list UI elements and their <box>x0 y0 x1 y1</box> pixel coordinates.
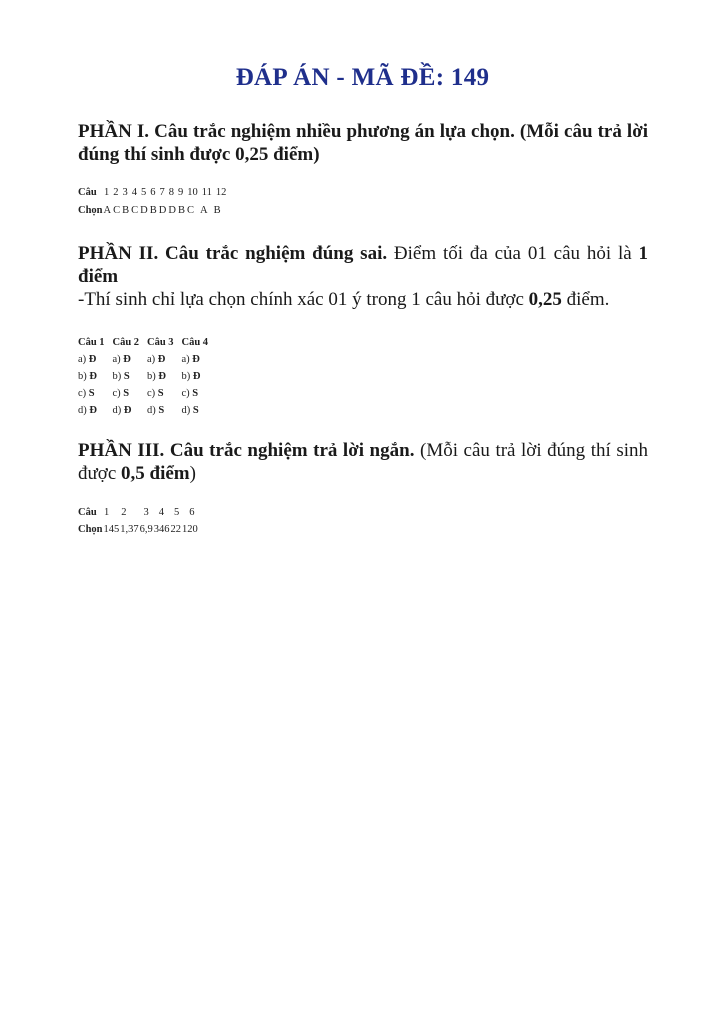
part2-answer-row <box>78 351 216 368</box>
part1-answer: B <box>213 205 221 216</box>
part2-answer-cell <box>113 385 148 402</box>
part2-answer-cell <box>147 402 182 419</box>
part3-question-number: 3 <box>143 507 149 518</box>
part2-heading-bold-end: 1 điểm <box>78 243 648 287</box>
part1-question-label: Câu <box>78 187 97 198</box>
part1-question-number: 6 <box>150 187 156 198</box>
part1-question-number: 12 <box>215 187 227 198</box>
part1-heading-text: PHẦN I. Câu trắc nghiệm nhiều phương án lựa chọn. (Mỗi câu trả lời đúng thí sinh được 0,25 điểm) <box>78 121 648 165</box>
part2-statement-letter: b) <box>112 371 124 382</box>
part2-verdict: Đ <box>192 354 200 365</box>
part2-statement-letter: d) <box>181 405 193 416</box>
part3-question-number: 2 <box>121 507 127 518</box>
part2-answer-row <box>78 368 216 385</box>
part2-heading-bold: PHẦN II. Câu trắc nghiệm đúng sai. <box>78 243 388 264</box>
part1-question-row <box>78 186 226 199</box>
part1-question-number: 3 <box>122 187 128 198</box>
part1-answer: B <box>177 205 185 216</box>
part2-instruction-text: -Thí sinh chỉ lựa chọn chính xác 01 ý trong 1 câu hỏi được <box>78 289 529 310</box>
part1-question-numbers <box>100 187 226 198</box>
part2-instruction-score: 0,25 <box>528 289 562 310</box>
part2-verdict: S <box>157 388 164 399</box>
part1-answer: D <box>168 205 176 216</box>
part1-answer: D <box>140 205 148 216</box>
part2-verdict: Đ <box>158 371 166 382</box>
part2-header-row <box>78 334 216 351</box>
part1-answer: C <box>186 205 194 216</box>
part1-answer: A <box>103 205 112 216</box>
part2-verdict: Đ <box>88 354 97 365</box>
part3-answer: 6,9 <box>139 524 153 535</box>
page-title: ĐÁP ÁN - MÃ ĐỀ: 149 <box>235 64 490 91</box>
part2-verdict: Đ <box>89 371 97 382</box>
part2-statement-letter: a) <box>78 354 89 365</box>
part2-statement-letter: d) <box>147 405 159 416</box>
part2-column-header: Câu 3 <box>147 337 174 348</box>
part2-verdict: Đ <box>123 405 132 416</box>
part2-statement-letter: b) <box>147 371 159 382</box>
part2-answer-grid <box>78 334 216 419</box>
part2-statement-letter: a) <box>181 354 193 365</box>
part2-column-header: Câu 4 <box>181 337 209 348</box>
part3-answer: 1,37 <box>120 524 139 535</box>
part2-heading-normal: Điểm tối đa của 01 câu hỏi là <box>387 243 639 264</box>
part2-verdict: S <box>192 405 199 416</box>
part3-answer: 145 <box>103 524 120 535</box>
part2-verdict: S <box>88 388 95 399</box>
part3-question-label: Câu <box>78 507 97 518</box>
part2-statement-letter: c) <box>181 388 193 399</box>
part2-answer-cell <box>147 368 182 385</box>
part2-answer-cell <box>113 402 148 419</box>
part2-answer-cell <box>78 402 113 419</box>
part1-answer-values <box>103 205 221 216</box>
part1-question-number: 4 <box>131 187 137 198</box>
part2-answer-cell <box>182 402 217 419</box>
part1-question-number: 5 <box>141 187 147 198</box>
part1-question-number: 9 <box>178 187 184 198</box>
part1-answer: A <box>199 205 208 216</box>
part2-statement-letter: c) <box>78 388 89 399</box>
part1-answer: B <box>149 205 157 216</box>
part2-verdict: S <box>123 371 130 382</box>
part2-statement-letter: c) <box>147 388 158 399</box>
part3-question-number: 6 <box>189 507 195 518</box>
part3-heading-bold2: 0,5 điểm <box>121 463 190 484</box>
part2-column-header: Câu 2 <box>112 337 140 348</box>
part2-verdict: Đ <box>89 405 97 416</box>
part3-question-row <box>78 506 195 519</box>
part2-column-header: Câu 1 <box>78 337 105 348</box>
part3-heading <box>78 439 648 485</box>
part2-statement-letter: d) <box>112 405 124 416</box>
part1-answer: C <box>131 205 139 216</box>
part2-answer-row <box>78 385 216 402</box>
part2-answer-cell <box>182 368 217 385</box>
part2-answer-row <box>78 402 216 419</box>
part2-verdict: S <box>192 388 199 399</box>
part3-question-number: 1 <box>104 507 110 518</box>
part2-verdict: S <box>158 405 165 416</box>
part1-question-number: 1 <box>104 187 110 198</box>
part2-answer-cell <box>78 385 113 402</box>
part2-answer-cell <box>113 351 148 368</box>
part2-statement-letter: a) <box>112 354 124 365</box>
part2-verdict: Đ <box>123 354 131 365</box>
part3-answer: 346 <box>153 524 170 535</box>
part2-verdict: Đ <box>192 371 201 382</box>
part2-statement-letter: b) <box>181 371 193 382</box>
part1-answer-label: Chọn <box>78 205 103 216</box>
part3-heading-end: ) <box>189 463 196 484</box>
part2-instruction-end: điểm. <box>561 289 610 310</box>
part2-answer-cell <box>147 385 182 402</box>
part3-answer: 22 <box>170 524 182 535</box>
part1-answer-row <box>78 204 221 217</box>
part1-question-number: 2 <box>113 187 119 198</box>
part1-heading <box>78 120 648 166</box>
part3-question-numbers <box>104 507 195 518</box>
part3-question-number: 5 <box>174 507 180 518</box>
part2-answer-cell <box>78 351 113 368</box>
part2-answer-cell <box>182 385 217 402</box>
part2-answer-cell <box>147 351 182 368</box>
part3-answer-row <box>78 523 198 536</box>
part3-answer-label: Chọn <box>78 524 103 535</box>
part2-heading <box>78 242 648 288</box>
part1-question-number: 8 <box>168 187 174 198</box>
part1-answer: B <box>122 205 130 216</box>
part2-answer-cell <box>182 351 217 368</box>
part2-verdict: S <box>123 388 130 399</box>
part2-answer-cell <box>113 368 148 385</box>
part2-verdict: Đ <box>157 354 166 365</box>
part2-instruction <box>78 288 609 311</box>
part2-statement-letter: a) <box>147 354 158 365</box>
part1-answer: D <box>158 205 167 216</box>
part3-answer-values <box>103 524 198 535</box>
part3-heading-bold: PHẦN III. Câu trắc nghiệm trả lời ngắn. <box>78 440 415 461</box>
part1-question-number: 10 <box>187 187 198 198</box>
part1-answer: C <box>113 205 121 216</box>
part2-statement-letter: b) <box>78 371 90 382</box>
part1-question-number: 7 <box>159 187 165 198</box>
part3-answer: 120 <box>182 524 198 535</box>
part3-heading-normal: (Mỗi câu trả lời đúng thí sinh được <box>78 440 648 484</box>
part3-question-number: 4 <box>158 507 164 518</box>
part2-statement-letter: c) <box>112 388 124 399</box>
part1-question-number: 11 <box>201 187 212 198</box>
part2-answer-cell <box>78 368 113 385</box>
part2-statement-letter: d) <box>78 405 90 416</box>
